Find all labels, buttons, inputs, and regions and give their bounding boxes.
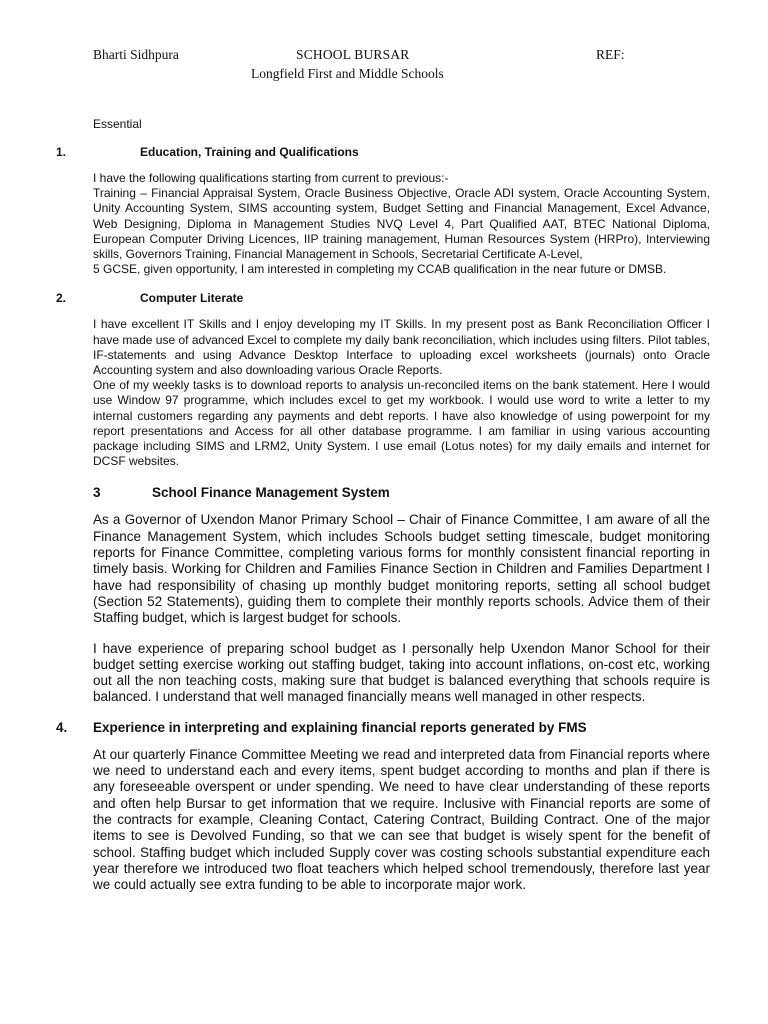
section-body-1 (93, 171, 710, 277)
applicant-name: Bharti Sidhpura (93, 47, 179, 62)
paragraph: I have excellent IT Skills and I enjoy developing my IT Skills. In my present post as Bank Reconciliation Officer I have made use of advanced Excel to complete my daily bank reconciliation, which includes using filters. Pilot tables, IF-statements and using Advance Desktop Interface to uploading excel worksheets (journals) onto Oracle Accounting system and also downloading various Oracle Reports. (93, 317, 710, 378)
paragraph: I have the following qualifications starting from current to previous:- (93, 171, 449, 185)
section-title: Computer Literate (140, 291, 244, 306)
document-header (0, 0, 768, 90)
section-heading-3 (93, 485, 710, 500)
document-body (56, 117, 710, 893)
section-heading-4 (56, 719, 710, 735)
section-number: 3 (93, 485, 101, 501)
paragraph: At our quarterly Finance Committee Meeting we read and interpreted data from Financial reports where we need to understand each and every items, spent budget according to months and plan if there is any foreseeable overspent or under spending. We need to have clear understanding of these reports and often help Bursar to get information that we require. Inclusive with Financial reports are some of the contracts for example, Cleaning Contact, Catering Contract, Building Contract. One of the major items to see is Devolved Funding, so that we can see that budget is wisely spent for the benefit of school. Staffing budget which included Supply cover was costing schools substantial expenditure each year therefore we introduced two float teachers which helped school tremendously, therefore last year we could actually see extra funding to be able to incorporate major work. (93, 746, 710, 893)
section-number: 4. (56, 719, 68, 735)
paragraph: As a Governor of Uxendon Manor Primary School – Chair of Finance Committee, I am aware of all the Finance Management System, which includes Schools budget setting timescale, budget monitoring reports for Finance Committee, completing various forms for monthly consistent financial reporting in timely basis. Working for Children and Families Finance Section in Children and Families Department I have had responsibility of chasing up monthly budget monitoring reports, setting all school budget (Section 52 Statements), guiding them to complete their monthly reports schools. Advice them of their Staffing budget, which is largest budget for schools. (93, 512, 710, 626)
school-name: Longfield First and Middle Schools (251, 66, 444, 81)
section-number: 1. (56, 145, 67, 159)
paragraph: One of my weekly tasks is to download reports to analysis un-reconciled items on the bank statement. Here I would use Window 97 programme, which includes excel to get my workbook. I would use word to write a letter to my internal customers regarding any payments and debt reports. I have also knowledge of using powerpoint for my report presentations and Access for all other database programme. I am familiar in using various accounting package including SIMS and LRM2, Unity System. I use email (Lotus notes) for my daily emails and internet for DCSF websites. (93, 378, 710, 469)
section-title: Experience in interpreting and explaining financial reports generated by FMS (93, 719, 587, 735)
section-heading-1 (56, 145, 710, 159)
section-title: School Finance Management System (152, 485, 390, 501)
section-body-4 (93, 747, 710, 894)
section-heading-2 (56, 291, 710, 306)
section-title: Education, Training and Qualifications (140, 145, 359, 159)
paragraph: Training – Financial Appraisal System, Oracle Business Objective, Oracle ADI system, Oracle Accounting System, Unity Accounting System, SIMS accounting system, Budget Setting and Financial Management, Excel Advance, Web Designing, Diploma in Management Studies NVQ Level 4, Part Qualified AAT, BTEC National Diploma, European Computer Driving Licences, IIP training management, Human Resources System (HRPro), Interviewing skills, Governors Training, Financial Management in Schools, Secretarial Certificate A-Level, (93, 186, 710, 262)
job-title: SCHOOL BURSAR (296, 47, 410, 62)
essential-label: Essential (93, 117, 142, 131)
section-body-2 (93, 317, 710, 469)
section-number: 2. (56, 291, 67, 306)
reference-label: REF: (596, 47, 625, 62)
section-body-3 (93, 512, 710, 705)
paragraph: 5 GCSE, given opportunity, I am interested in completing my CCAB qualification in the near future or DMSB. (93, 262, 667, 277)
paragraph: I have experience of preparing school budget as I personally help Uxendon Manor School for their budget setting exercise working out staffing budget, taking into account inflations, on-cost etc, working out all the non teaching costs, making sure that budget is balanced everything that schools require is balanced. I understand that well managed financially means well managed in other respects. (93, 640, 710, 705)
